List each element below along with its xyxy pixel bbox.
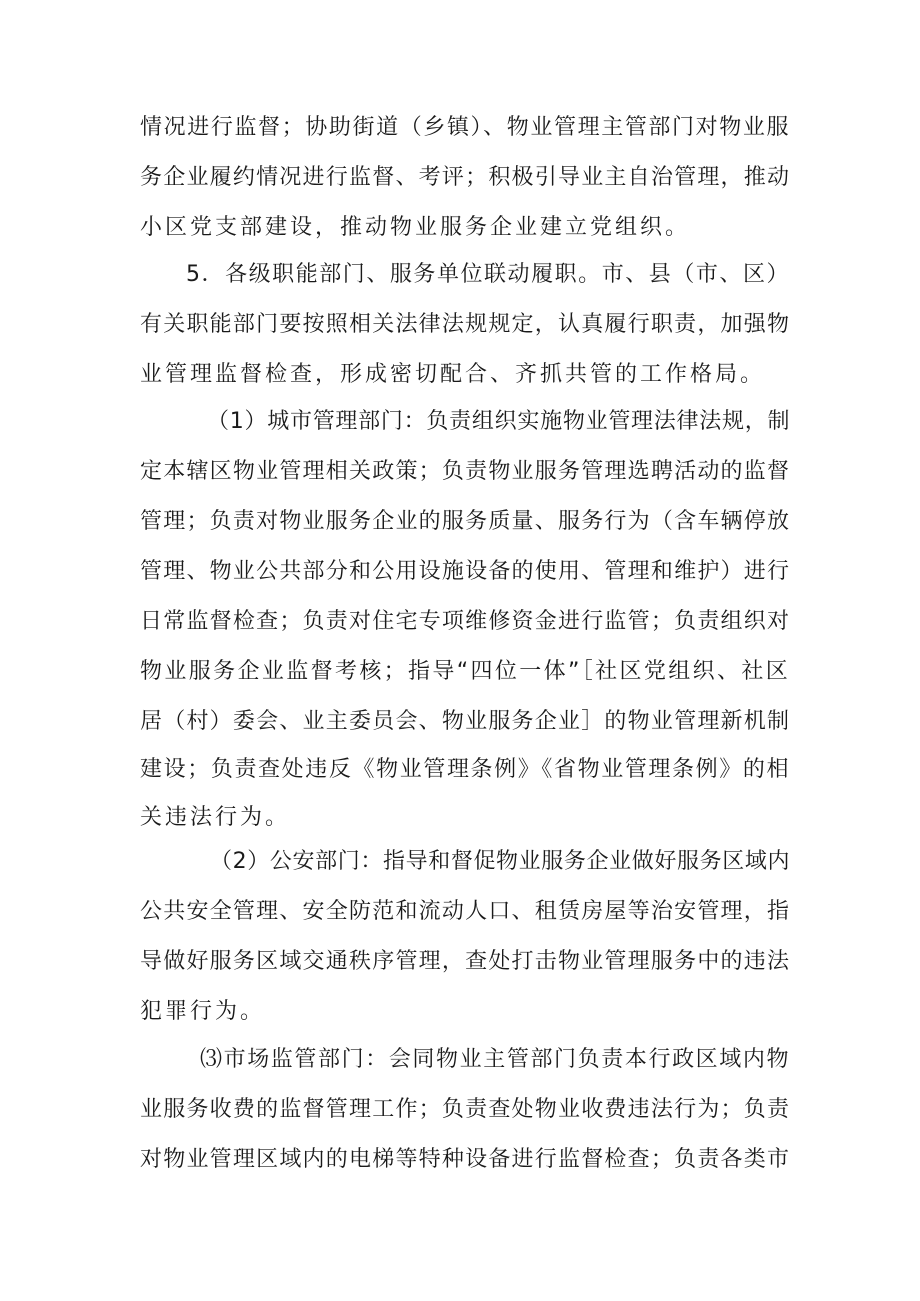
text-line: 定本辖区物业管理相关政策；负责物业服务管理选聘活动的监督: [140, 459, 790, 484]
text-line: （2）公安部门：指导和督促物业服务企业做好服务区域内: [210, 849, 790, 874]
text-line: 物业服务企业监督考核；指导“四位一体”［社区党组织、社区: [140, 659, 791, 684]
text-line: 建设；负责查处违反《物业管理条例》《省物业管理条例》的相: [140, 757, 790, 782]
text-line: 日常监督检查；负责对住宅专项维修资金进行监管；负责组织对: [140, 609, 790, 634]
text-line: 有关职能部门要按照相关法律法规规定，认真履行职责，加强物: [140, 312, 790, 337]
text-line: 小区党支部建设，推动物业服务企业建立党组织。: [140, 215, 691, 240]
text-line: ⑶市场监管部门：会同物业主管部门负责本行政区域内物: [200, 1047, 790, 1072]
text-line: 关违法行为。: [140, 805, 291, 830]
text-line: （1）城市管理部门：负责组织实施物业管理法律法规，制: [207, 409, 790, 434]
text-line: 犯罪行为。: [140, 999, 266, 1024]
text-line: 业服务收费的监督管理工作；负责查处物业收费违法行为；负责: [140, 1097, 790, 1122]
text-line: 居（村）委会、业主委员会、物业服务企业］的物业管理新机制: [140, 709, 790, 734]
text-line: 管理、物业公共部分和公用设施设备的使用、管理和维护）进行: [140, 559, 790, 584]
text-line: 管理；负责对物业服务企业的服务质量、服务行为（含车辆停放: [140, 509, 790, 534]
text-line: 导做好服务区域交通秩序管理，查处打击物业管理服务中的违法: [140, 949, 790, 974]
text-line: 情况进行监督；协助街道（乡镇）、物业管理主管部门对物业服: [140, 115, 790, 140]
text-line: 5．各级职能部门、服务单位联动履职。市、县（市、区）: [186, 262, 790, 287]
text-line: 对物业管理区域内的电梯等特种设备进行监督检查；负责各类市: [140, 1147, 790, 1172]
text-line: 务企业履约情况进行监督、考评；积极引导业主自治管理，推动: [140, 165, 790, 190]
text-line: 公共安全管理、安全防范和流动人口、租赁房屋等治安管理，指: [140, 899, 790, 924]
text-line: 业管理监督检查，形成密切配合、齐抓共管的工作格局。: [140, 362, 766, 387]
